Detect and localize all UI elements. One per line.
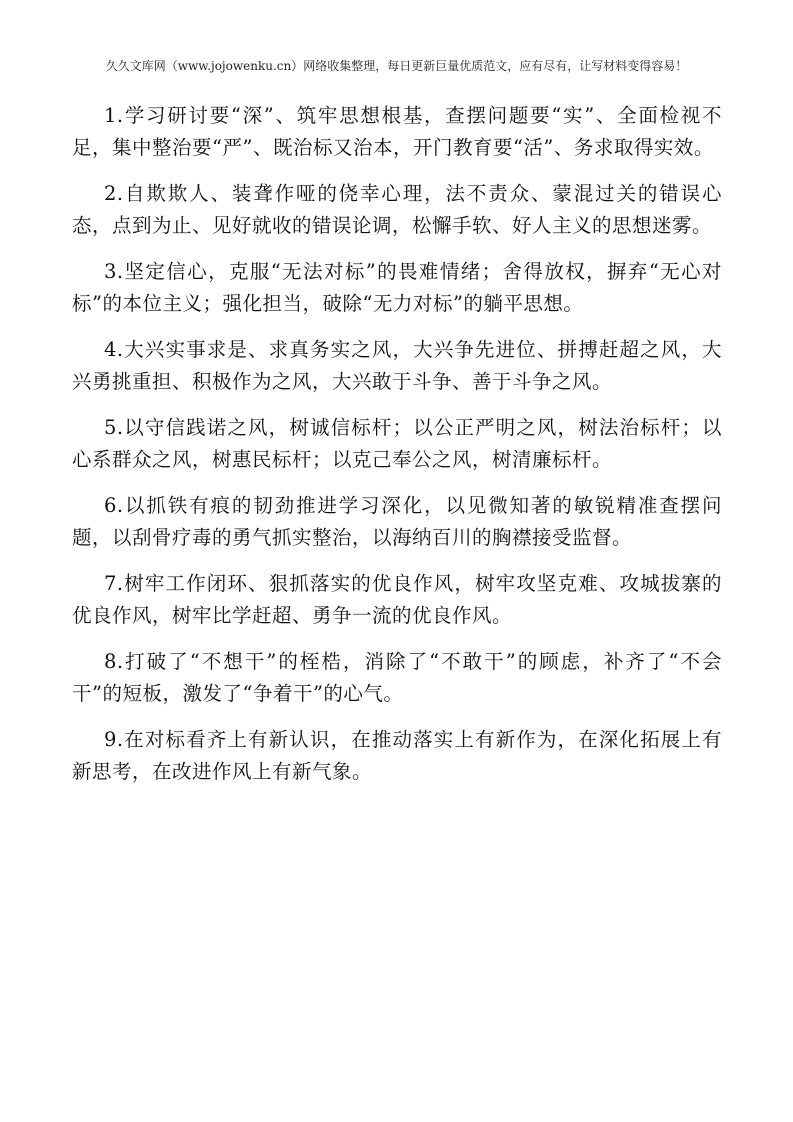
- paragraph-3: 3.坚定信心，克服“无法对标”的畏难情绪；舍得放权，摒弃“无心对标”的本位主义；强化担当，破除“无力对标”的躺平思想。: [72, 260, 722, 315]
- paragraph-5: 5.以守信践诺之风，树诚信标杆；以公正严明之风，树法治标杆；以心系群众之风，树惠民标杆；以克己奉公之风，树清廉标杆。: [72, 416, 722, 471]
- paragraph-4: 4.大兴实事求是、求真务实之风，大兴争先进位、拼搏赶超之风，大兴勇挑重担、积极作为之风，大兴敢于斗争、善于斗争之风。: [72, 338, 722, 393]
- paragraph-9: 9.在对标看齐上有新认识，在推动落实上有新作为，在深化拓展上有新思考，在改进作风上有新气象。: [72, 728, 722, 783]
- page-header: 久久文库网（www.jojowenku.cn）网络收集整理，每日更新巨量优质范文，应有尽有，让写材料变得容易！: [105, 59, 688, 73]
- paragraph-7: 7.树牢工作闭环、狠抓落实的优良作风，树牢攻坚克难、攻城拔寨的优良作风，树牢比学赶超、勇争一流的优良作风。: [72, 572, 722, 627]
- paragraph-2: 2.自欺欺人、装聋作哑的侥幸心理，法不责众、蒙混过关的错误心态，点到为止、见好就收的错误论调，松懈手软、好人主义的思想迷雾。: [72, 182, 722, 237]
- document-body: [72, 100, 722, 802]
- paragraph-1: 1.学习研讨要“深”、筑牢思想根基，查摆问题要“实”、全面检视不足，集中整治要“严”、既治标又治本，开门教育要“活”、务求取得实效。: [72, 104, 722, 159]
- paragraph-6: 6.以抓铁有痕的韧劲推进学习深化，以见微知著的敏锐精准查摆问题，以刮骨疗毒的勇气抓实整治，以海纳百川的胸襟接受监督。: [72, 494, 722, 549]
- paragraph-8: 8.打破了“不想干”的桎梏，消除了“不敢干”的顾虑，补齐了“不会干”的短板，激发了“争着干”的心气。: [72, 650, 722, 705]
